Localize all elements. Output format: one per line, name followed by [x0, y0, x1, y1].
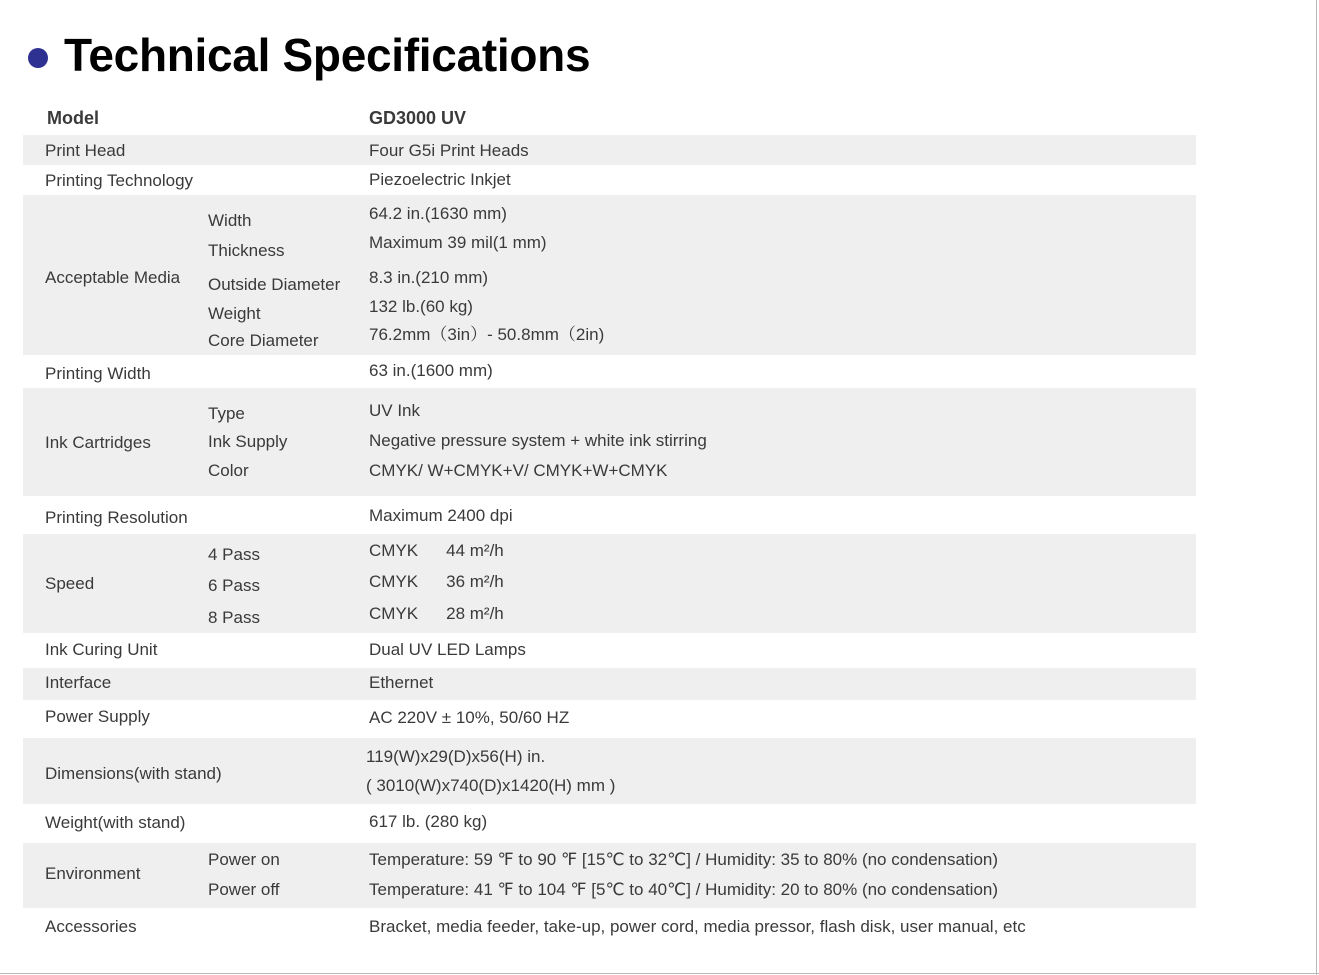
sub-value: UV Ink [369, 401, 421, 420]
sub-label: Outside Diameter [208, 275, 341, 294]
sub-value: Negative pressure system + white ink stirring [369, 431, 707, 450]
sub-label: Thickness [208, 241, 285, 260]
sub-value: 8.3 in.(210 mm) [369, 268, 489, 287]
row-value: 617 lb. (280 kg) [369, 812, 488, 831]
row-value: Maximum 2400 dpi [369, 506, 513, 525]
title-bullet-icon [28, 48, 48, 68]
row-environment [23, 843, 1196, 908]
speed-rate: 28 m²/h [446, 604, 504, 623]
sub-label: 8 Pass [208, 608, 260, 627]
row-value: Dual UV LED Lamps [369, 640, 526, 659]
row-printing-technology [23, 165, 1196, 195]
row-label: Printing Resolution [45, 508, 188, 527]
row-print-head [23, 135, 1196, 165]
speed-mode: CMYK [369, 604, 419, 623]
row-label: Power Supply [45, 707, 150, 726]
speed-mode: CMYK [369, 572, 419, 591]
speed-rate: 36 m²/h [446, 572, 504, 591]
sub-value [369, 604, 504, 624]
sub-label: 6 Pass [208, 576, 260, 595]
row-printing-width [23, 355, 1196, 388]
row-dimensions [23, 738, 1196, 804]
row-label: Ink Cartridges [45, 433, 151, 452]
row-interface [23, 668, 1196, 700]
row-power-supply [23, 700, 1196, 738]
row-value: Piezoelectric Inkjet [369, 170, 511, 189]
sub-label: 4 Pass [208, 545, 260, 564]
row-value-mm: ( 3010(W)x740(D)x1420(H) mm ) [366, 776, 616, 795]
row-label: Print Head [45, 141, 126, 160]
speed-mode: CMYK [369, 541, 419, 560]
sub-label: Power on [208, 850, 280, 869]
sub-label: Ink Supply [208, 432, 288, 451]
sub-value [369, 541, 504, 561]
page-border-bottom [0, 973, 1319, 974]
row-value-inches: 119(W)x29(D)x56(H) in. [366, 747, 546, 766]
row-ink-curing-unit [23, 633, 1196, 668]
row-label: Speed [45, 574, 95, 593]
row-accessories [23, 908, 1196, 948]
row-value: Four G5i Print Heads [369, 141, 529, 160]
sub-label: Width [208, 211, 252, 230]
row-label: Printing Width [45, 364, 151, 383]
sub-value: 76.2mm（3in）- 50.8mm（2in) [369, 325, 605, 344]
row-label: Printing Technology [45, 171, 194, 190]
row-acceptable-media [23, 195, 1196, 355]
row-label: Acceptable Media [45, 268, 181, 287]
page-title: Technical Specifications [64, 29, 591, 81]
row-label: Dimensions(with stand) [45, 764, 222, 783]
sub-value: Maximum 39 mil(1 mm) [369, 233, 547, 252]
sub-value: CMYK/ W+CMYK+V/ CMYK+W+CMYK [369, 461, 668, 480]
row-value: Ethernet [369, 673, 434, 692]
row-label: Accessories [45, 917, 137, 936]
header-value: GD3000 UV [369, 108, 467, 128]
page-border-right [1316, 0, 1317, 975]
row-ink-cartridges [23, 388, 1196, 496]
sub-label: Weight [208, 304, 261, 323]
sub-label: Color [208, 461, 249, 480]
row-value: AC 220V ± 10%, 50/60 HZ [369, 708, 570, 727]
row-weight-with-stand [23, 804, 1196, 843]
row-printing-resolution [23, 496, 1196, 534]
sub-value [369, 572, 504, 592]
sub-value: 64.2 in.(1630 mm) [369, 204, 507, 223]
row-speed [23, 534, 1196, 633]
sub-label: Power off [208, 880, 280, 899]
speed-rate: 44 m²/h [446, 541, 504, 560]
row-value: 63 in.(1600 mm) [369, 361, 493, 380]
sub-label: Type [208, 404, 245, 423]
header-label: Model [47, 108, 99, 128]
row-label: Weight(with stand) [45, 813, 186, 832]
row-label: Interface [45, 673, 112, 692]
row-label: Environment [45, 864, 141, 883]
sub-value: Temperature: 41 ℉ to 104 ℉ [5℃ to 40℃] / Humidity: 20 to 80% (no condensation) [369, 880, 999, 899]
sub-label: Core Diameter [208, 331, 319, 350]
row-label: Ink Curing Unit [45, 640, 158, 659]
sub-value: 132 lb.(60 kg) [369, 297, 473, 316]
row-value: Bracket, media feeder, take-up, power cord, media pressor, flash disk, user manual, etc [369, 917, 1026, 936]
sub-value: Temperature: 59 ℉ to 90 ℉ [15℃ to 32℃] / Humidity: 35 to 80% (no condensation) [369, 850, 999, 869]
